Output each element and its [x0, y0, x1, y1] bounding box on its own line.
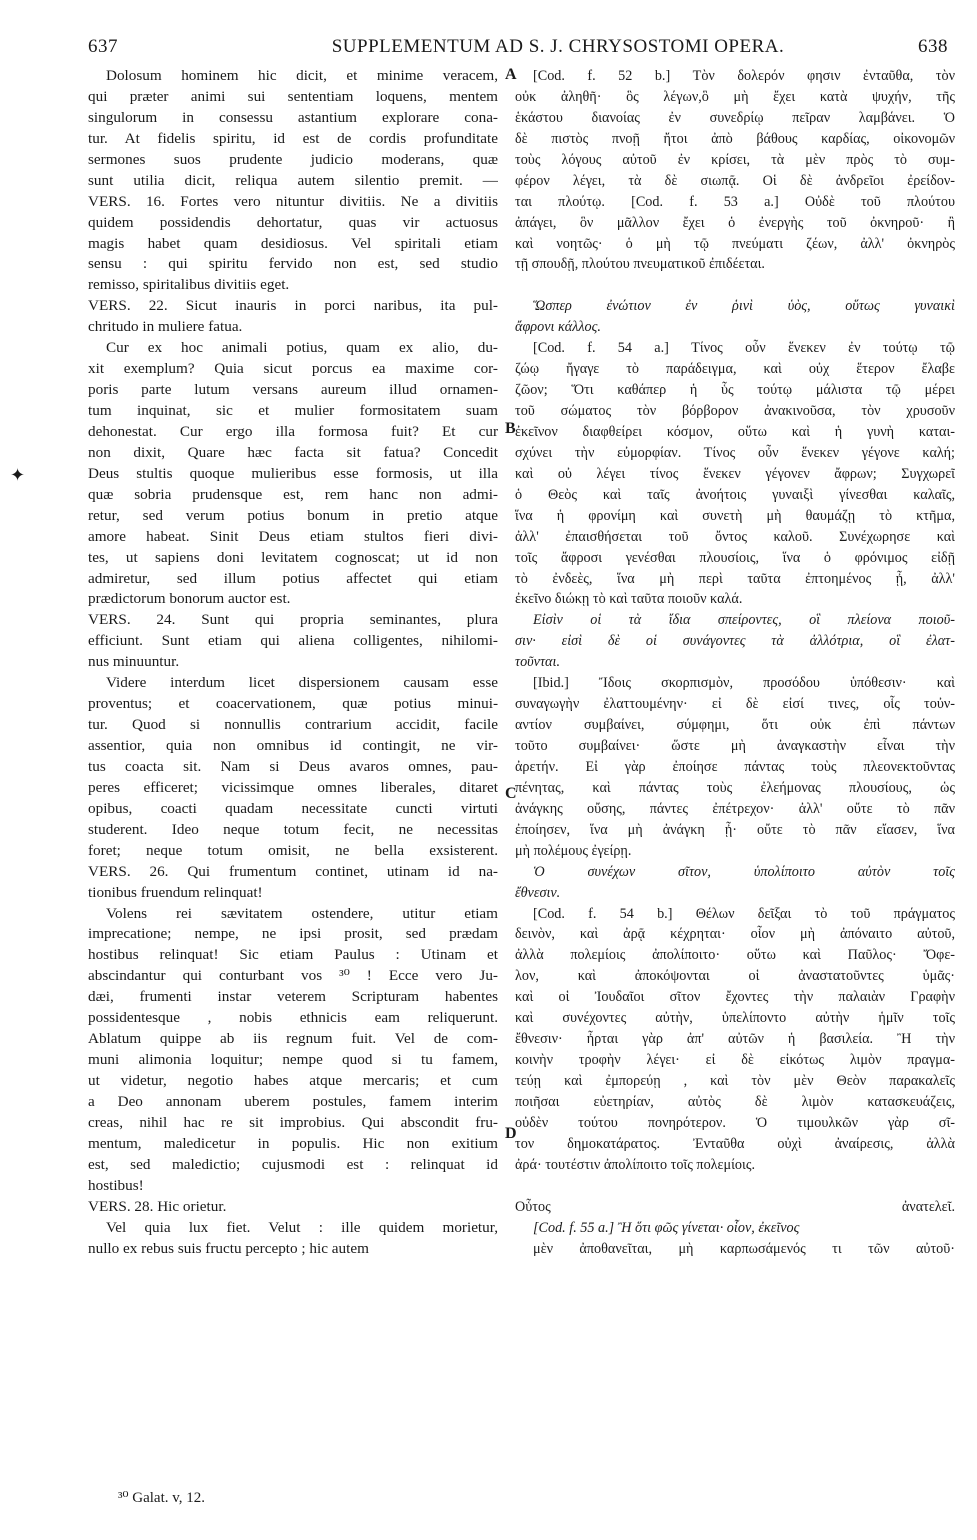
page-number-left: 637 — [88, 36, 118, 57]
greek-column — [515, 66, 955, 1259]
greek-line: [Cod. f. 54 b.] Θέλων δεῖξαι τὸ τοῦ πράγματος — [533, 905, 955, 922]
greek-line: Οὗτος ἀνατελεῖ. — [515, 1198, 955, 1215]
latin-line: imprecatione; nempe, ne ipsi prosit, sed prædam — [88, 925, 498, 943]
greek-line: Ὥσπερ ἐνώτιον ἐν ῥινὶ ὑὸς, οὕτως γυναικὶ — [533, 298, 955, 315]
latin-line: studerent. Ideo neque totum fecit, ne necessitas — [88, 820, 498, 838]
latin-line: remisso, spiritalibus divitiis eget. — [88, 276, 290, 294]
latin-column — [88, 66, 498, 1259]
greek-line: τον δημοκατάρατος. Ἐνταῦθα οὐχὶ ἀναίρεσις, ἀλλὰ — [515, 1135, 955, 1152]
greek-line: καὶ οὐ λέγει τίνος ἕνεκεν γέγονεν ἄφρων; Συγχωρεῖ — [515, 465, 955, 482]
latin-line: creas, nihil hac re sit improbius. Qui abscondit fru- — [88, 1113, 498, 1131]
greek-line: ἀνάγκης οὔσης, πάντες ἐπέτρεχον· ἀλλ' οὔτε τὸ πᾶν — [515, 800, 955, 817]
greek-line: φέρον λέγει, τὰ δὲ σιωπᾷ. Οἱ δὲ ἀνδρεῖοι ἐρείδον- — [515, 172, 955, 189]
greek-line: τοῦ σώματος τὸν βόρβορον ἀνακινοῦσα, τὸν χρυσοῦν — [515, 403, 955, 419]
greek-line: ἀλλ' ἐπαισθήσεται τοῦ ὄντος καλοῦ. Συνέχωρησε καὶ — [515, 528, 955, 545]
latin-line: hostibus! — [88, 1176, 144, 1194]
greek-line: σιν· εἰσὶ δὲ οἱ συνάγοντες τὰ ἀλλότρια, οἳ ἐλατ- — [515, 633, 955, 650]
greek-line — [515, 275, 955, 296]
greek-line: δὲ πιστὸς πνοῇ ἤτοι ἀπὸ βάθους καρδίας, οἰκονομῶν — [515, 130, 955, 147]
latin-line: nus minuuntur. — [88, 653, 180, 671]
latin-line: VERS. 22. Sicut inauris in porci naribus, ita pul- — [88, 297, 498, 315]
latin-line: VERS. 24. Sunt qui propria seminantes, plura — [88, 611, 498, 629]
greek-line: ἄφρονι κάλλος. — [515, 319, 601, 336]
greek-line: ἐκεῖνον διαφθείρει κόσμον, οὕτω καὶ ἡ γυνὴ καται- — [515, 423, 955, 440]
greek-line: ἔθνεσιν. — [515, 884, 561, 901]
greek-line: καὶ συνέχοντες αὐτὴν, ὑπελίποντο αὐτὴν ἡμῖν τοῖς — [515, 1010, 955, 1027]
latin-line: Volens rei sævitatem ostendere, utitur etiam — [106, 904, 498, 922]
latin-line: VERS. 28. Hic orietur. — [88, 1197, 227, 1215]
greek-line: ἀρά· τουτέστιν ἀπολίποιτο τοῖς πολεμίοις. — [515, 1156, 755, 1173]
greek-line: αντίον συμβαίνει, σύμφημι, ὅτι οὐκ ἐπὶ πάντων — [515, 717, 955, 734]
latin-line: efficiunt. Sunt etiam qui aliena colligentes, nihilomi- — [88, 632, 498, 650]
greek-line: μὲν ἀποθανεῖται, μὴ καρπωσάμενός τι τῶν αὐτοῦ· — [533, 1240, 955, 1257]
latin-line: tum inquinat, sic et mulier formositatem suam — [88, 402, 498, 419]
latin-line: tur. Quod si nonnullis contrarium accidit, facile — [88, 716, 498, 734]
greek-line: ἔθνεσιν· ἦρται γὰρ ἀπ' αὐτῶν ἡ βασιλεία. Ἢ τὴν — [515, 1031, 955, 1048]
greek-line: οὐδὲν τούτου πονηρότερον. Ὁ τιμουλκῶν γὰρ σῖ- — [515, 1114, 955, 1131]
greek-line: τοῖς ἄφροσι γενέσθαι πλουσίοις, ἵνα ὁ φρόνιμος εἰδῇ — [515, 549, 955, 566]
latin-line: xit exemplum? Quia sicut porcus ea maxime cor- — [88, 360, 498, 378]
greek-line: ἀρετήν. Εἰ γὰρ ἐποίησε πάντας τοὺς πλεονεκτοῦντας — [515, 758, 955, 775]
latin-line: tionibus fruendum relinquat! — [88, 883, 263, 901]
greek-line: τὸ ἐνδεὲς, ἵνα μὴ περὶ ταῦτα ἐπτοημένος ᾖ, ἀλλ' — [515, 570, 955, 587]
latin-line: Cur ex hoc animali potius, quam ex alio, du- — [106, 339, 498, 357]
latin-line: foret; neque totum omisit, ne bella exsisterent. — [88, 841, 498, 859]
latin-line: retur, sed verum potius bonum in pretio atque — [88, 506, 498, 524]
running-title: SUPPLEMENTUM AD S. J. CHRYSOSTOMI OPERA. — [331, 36, 785, 57]
latin-line: abscindantur qui conturbant vos ³⁰ ! Ecce vero Ju- — [88, 967, 498, 985]
latin-line: muni alimonia loquitur; nempe quod si tu famem, — [88, 1051, 498, 1069]
greek-line: ὁ Θεὸς καὶ ταῖς ἀνοήτοις γυναιξὶ γίνεσθαι καλαῖς, — [515, 486, 955, 503]
greek-line: ἐκεῖνο διώκῃ τὸ καὶ ταῦτα ποιοῦν καλά. — [515, 591, 743, 608]
latin-line: tes, ut sapiens doni levitatem cognoscat; ut id non — [88, 548, 498, 566]
latin-line: VERS. 16. Fortes vero nituntur divitiis. Ne a divitiis — [88, 192, 498, 210]
latin-line: Dolosum hominem hic dicit, et minime veracem, — [106, 67, 498, 84]
latin-line: sensu : qui spiritu fervido non est, sed studio — [88, 255, 498, 273]
greek-line: συναγωγὴν ἐλαττουμένην· εἰ δὲ εἰσί τινες, οἷς τοὐν- — [515, 696, 955, 713]
latin-line: quidem possidendis dehortatur, quas vir actuosus — [88, 213, 498, 231]
latin-line: VERS. 26. Qui frumentum continet, utinam id na- — [88, 862, 498, 880]
greek-line: λον, καὶ ἀποκόψονται οἱ ἀναστατοῦντες ὑμᾶς· — [515, 968, 955, 985]
greek-line: σχύνει τὴν εὐμορφίαν. Τίνος οὖν ἕνεκεν γέγονε καλή; — [515, 444, 955, 461]
greek-line: πένητας, καὶ πάντας τοὺς ἐλεήμονας πλουσίους, ὡς — [515, 779, 955, 796]
margin-letter-b: B — [505, 420, 516, 437]
latin-line: non dixit, Quare hæc facta sit fatua? Concedit — [88, 443, 498, 461]
margin-letter-d: D — [505, 1125, 517, 1142]
latin-line: chritudo in muliere fatua. — [88, 318, 243, 336]
latin-line: Deus stultis quoque mulieribus esse formosis, ut illa — [88, 464, 498, 482]
latin-line: dæi, frumenti instar veterem Scripturam habentes — [88, 988, 498, 1006]
greek-line: [Cod. f. 52 b.] Τὸν δολερόν φησιν ἐνταῦθα, τὸν — [533, 68, 955, 84]
latin-line: qui præter animi sui sententiam loquens, mentem — [88, 87, 498, 105]
latin-line: ut videtur, negotio habes atque mercaris; et cum — [88, 1072, 498, 1089]
latin-line: singulorum in consessu astantium explorare cona- — [88, 108, 498, 126]
greek-line: τοῦνται. — [515, 654, 560, 671]
greek-line: ζῶον; Ὅτι καθάπερ ἡ ὗς τούτῳ μάλιστα τῷ μέρει — [515, 382, 955, 399]
latin-line: est, sed maledictio; cujusmodi est : relinquat id — [88, 1155, 498, 1173]
latin-line: quæ sobria prudensque est, rem hanc non admi- — [88, 485, 498, 503]
latin-line: a Deo annonam uberem postules, famem interim — [88, 1092, 498, 1110]
latin-line: poris parte lutum versans aureum illud ornamen- — [88, 381, 498, 399]
greek-line — [515, 1176, 955, 1197]
running-header — [88, 36, 948, 64]
greek-line: [Cod. f. 55 a.] Ἢ ὅτι φῶς γίνεται· οἷον, ἐκεῖνος — [533, 1219, 800, 1236]
latin-line: assentior, quia non omnibus id contingit, ne vir- — [88, 737, 498, 754]
greek-line: ἐποίησεν, ἵνα μὴ ἀνάγκη ᾖ· οὔτε τὸ πᾶν εἴασεν, ἵνα — [515, 821, 955, 838]
latin-line: possidentesque , nobis ethnicis eam reliquerunt. — [88, 1009, 498, 1027]
latin-line: peres efficeret; vicissimque omnes liberales, ditaret — [88, 778, 498, 796]
greek-line: ἀπάγει, ὃν μᾶλλον ἔχει ὁ ἐνεργὴς τοῦ ὀκνηροῦ· ἢ — [515, 214, 955, 231]
greek-line: ποιῆσαι εὐετηρίαν, αὐτὸς δὲ λιμὸν κατασκευάζεις, — [515, 1093, 955, 1110]
margin-letter-c: C — [505, 785, 517, 802]
margin-mark-icon: ✦ — [10, 465, 26, 485]
latin-line: Ablatum quippe ab iis regnum fuit. Vel de com- — [88, 1030, 498, 1048]
greek-line: τεύῃ καὶ ἐμπορεύῃ , καὶ τὸν μὲν Θεὸν παρακαλεῖς — [515, 1073, 955, 1089]
greek-line: [Ibid.] Ἴδοις σκορπισμὸν, προσόδου ὑπόθεσιν· καὶ — [533, 675, 955, 692]
latin-line: Vel quia lux fiet. Velut : ille quidem morietur, — [106, 1218, 498, 1236]
latin-line: dehonestat. Cur ergo illa formosa fuit? Et cur — [88, 422, 498, 440]
latin-line: hostibus relinquat! Sic etiam Paulus : Utinam et — [88, 946, 498, 964]
greek-line: ζώῳ ἤγαγε τὸ παράδειγμα, καὶ οὐχ ἕτερον ἔλαβε — [515, 361, 955, 378]
margin-letter-a: A — [505, 66, 517, 83]
greek-line: Εἰσὶν οἱ τὰ ἴδια σπείροντες, οἳ πλείονα ποιοῦ- — [533, 612, 955, 629]
latin-line: amore habeat. Sinit Deus etiam stultos fieri divi- — [88, 527, 498, 545]
latin-line: proventus; et coacervationem, quæ potius minui- — [88, 695, 498, 713]
latin-line: admiretur, sed illum potius affectet qui etiam — [88, 569, 498, 587]
latin-line: sunt utilia dicit, reliqua autem silentio premit. — — [88, 171, 498, 189]
latin-line: sermones suos prudente judicio moderans, quæ — [88, 150, 498, 168]
greek-line: δεινὸν, καὶ ἀρᾷ κέχρηται· οἷον μὴ ἀπόναιτο αὐτοῦ, — [515, 926, 955, 943]
greek-line: καὶ οἱ Ἰουδαῖοι σῖτον ἔχοντες τὴν παλαιὰν Γραφὴν — [515, 989, 955, 1006]
footnote: ³⁰ Galat. v, 12. — [118, 1490, 206, 1506]
latin-line: tus coacta sit. Nam si Deus avaros omnes, pau- — [88, 757, 498, 775]
latin-line: prædictorum bonorum auctor est. — [88, 590, 291, 608]
greek-line: ἵνα ἡ φρονίμη καὶ συνετὴ μὴ θαυμάζῃ τὸ κτῆμα, — [515, 507, 955, 524]
greek-line: ἀλλὰ πολεμίοις ἀπολίποιτο· οὕτω καὶ Παῦλος· Ὄφε- — [515, 947, 955, 964]
greek-line: Ὁ συνέχων σῖτον, ὑπολίποιτο αὐτὸν τοῖς — [533, 863, 955, 880]
greek-line: [Cod. f. 54 a.] Τίνος οὖν ἕνεκεν ἐν τούτῳ τῷ — [533, 340, 955, 357]
latin-line: tur. At fidelis spiritu, id est de cordis profunditate — [88, 129, 498, 147]
page-number-right: 638 — [918, 36, 948, 57]
greek-line: τοὺς λόγους αὐτοῦ ἐν κρίσει, τὰ μὲν πρὸς τὸ συμ- — [515, 151, 955, 168]
latin-line: Videre interdum licet dispersionem causam esse — [106, 674, 498, 692]
greek-line: τῇ σπουδῇ, πλούτου πνευματικοῦ ἐπιδέεται. — [515, 256, 765, 273]
greek-line: τοῦτο συμβαίνει· ὥστε μὴ ἀναγκαστὴν εἶναι τὴν — [515, 738, 955, 754]
latin-line: magis habet quam desidiosus. Vel spiritali etiam — [88, 234, 498, 252]
latin-line: nullo ex rebus suis fructu percepto ; hic autem — [88, 1239, 369, 1257]
greek-line: κοινὴν τροφὴν λέγει· εἰ δὲ εἰκότως λιμὸν πραγμα- — [515, 1052, 955, 1069]
greek-line: ἑκάστου διανοίας ἐν συνεδρίῳ πεῖραν λαμβάνει. Ὁ — [515, 109, 955, 126]
greek-line: μὴ πολέμους ἐγείρῃ. — [515, 842, 632, 859]
latin-line: mentum, maledicetur in populis. Hic non exitium — [88, 1134, 498, 1152]
greek-line: οὐκ ἀληθῆ· ὃς λέγων,ὃ μὴ ἔχει κατὰ ψυχήν, τῆς — [515, 88, 955, 105]
greek-line: καὶ νοητῶς· ὁ μὴ τῷ πνεύματι ζέων, ἀλλ' ὀκνηρὸς — [515, 235, 955, 252]
greek-line: ται πλούτῳ. [Cod. f. 53 a.] Οὐδὲ τοῦ πλούτου — [515, 193, 955, 210]
latin-line: opibus, coacti quadam necessitate cuncti virtuti — [88, 799, 498, 817]
